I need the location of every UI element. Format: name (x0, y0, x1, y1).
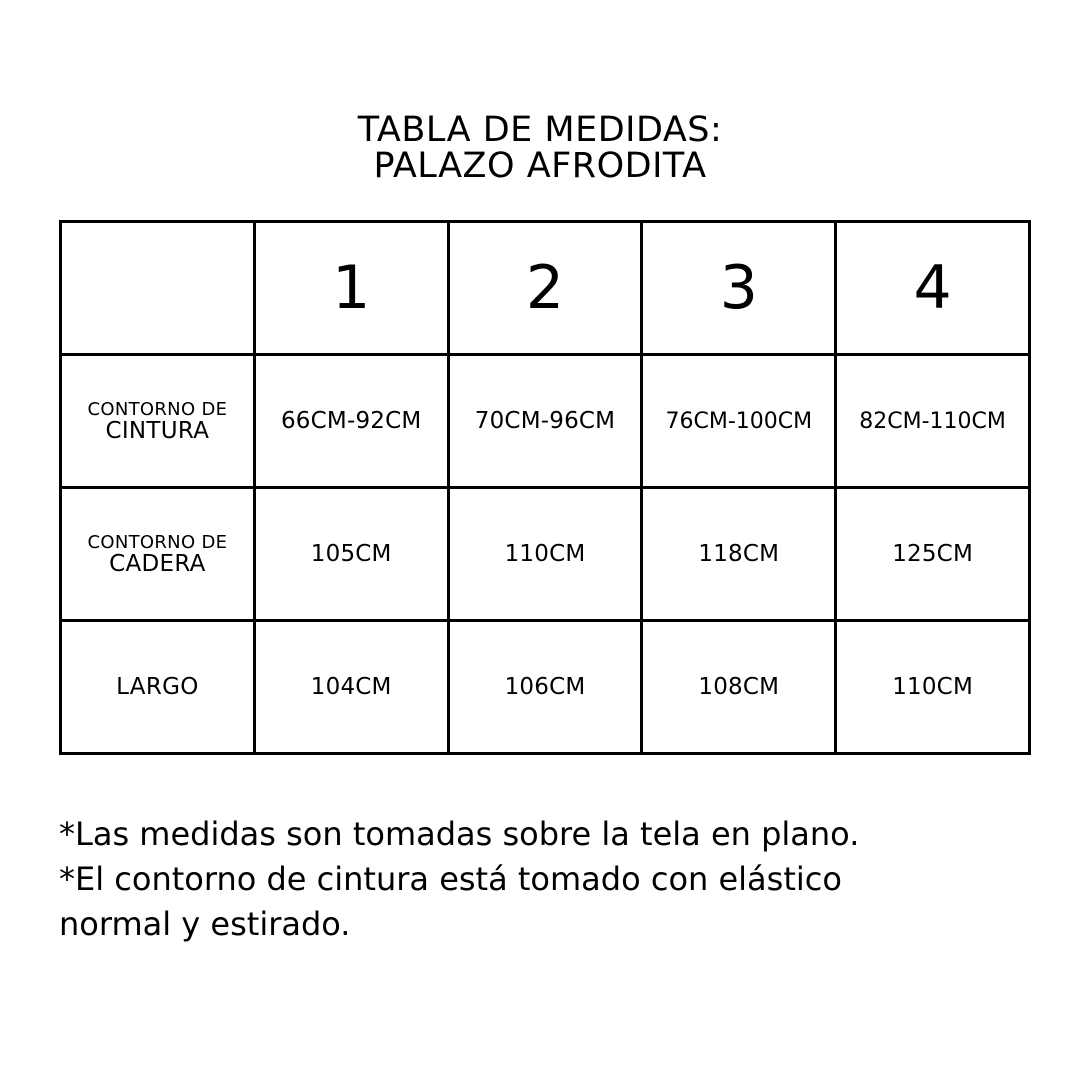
cell-largo-4: 110CM (836, 621, 1030, 754)
footnote-2-line-1: *El contorno de cintura está tomado con elástico (59, 860, 842, 898)
cell-cintura-2: 70CM-96CM (448, 355, 642, 488)
page-title (0, 112, 1080, 184)
row-label-single: LARGO (116, 674, 199, 700)
size-header-2: 2 (448, 222, 642, 355)
cell-cintura-1: 66CM-92CM (254, 355, 448, 488)
cell-cadera-1: 105CM (254, 488, 448, 621)
row-label-bottom: CINTURA (105, 418, 210, 444)
cell-largo-3: 108CM (642, 621, 836, 754)
footnote-1: *Las medidas son tomadas sobre la tela en plano. (59, 815, 860, 853)
size-table (59, 220, 1031, 755)
size-header-4: 4 (836, 222, 1030, 355)
table-row-cintura (61, 355, 1030, 488)
row-label-bottom: CADERA (109, 551, 206, 577)
size-header-3: 3 (642, 222, 836, 355)
cell-cadera-2: 110CM (448, 488, 642, 621)
row-label-top: CONTORNO DE (87, 532, 228, 553)
row-label-cadera (61, 488, 255, 621)
empty-corner-cell (61, 222, 255, 355)
table-row-largo (61, 621, 1030, 754)
cell-cadera-3: 118CM (642, 488, 836, 621)
cell-largo-1: 104CM (254, 621, 448, 754)
title-line-1: TABLA DE MEDIDAS: (357, 110, 723, 150)
cell-cintura-3: 76CM-100CM (642, 355, 836, 488)
cell-largo-2: 106CM (448, 621, 642, 754)
table-header-row (61, 222, 1030, 355)
row-label-largo (61, 621, 255, 754)
size-header-1: 1 (254, 222, 448, 355)
cell-cadera-4: 125CM (836, 488, 1030, 621)
cell-cintura-4: 82CM-110CM (836, 355, 1030, 488)
footnotes (59, 812, 1039, 947)
row-label-top: CONTORNO DE (87, 399, 228, 420)
title-line-2: PALAZO AFRODITA (373, 146, 707, 186)
table-row-cadera (61, 488, 1030, 621)
row-label-cintura (61, 355, 255, 488)
footnote-2-line-2: normal y estirado. (59, 905, 351, 943)
